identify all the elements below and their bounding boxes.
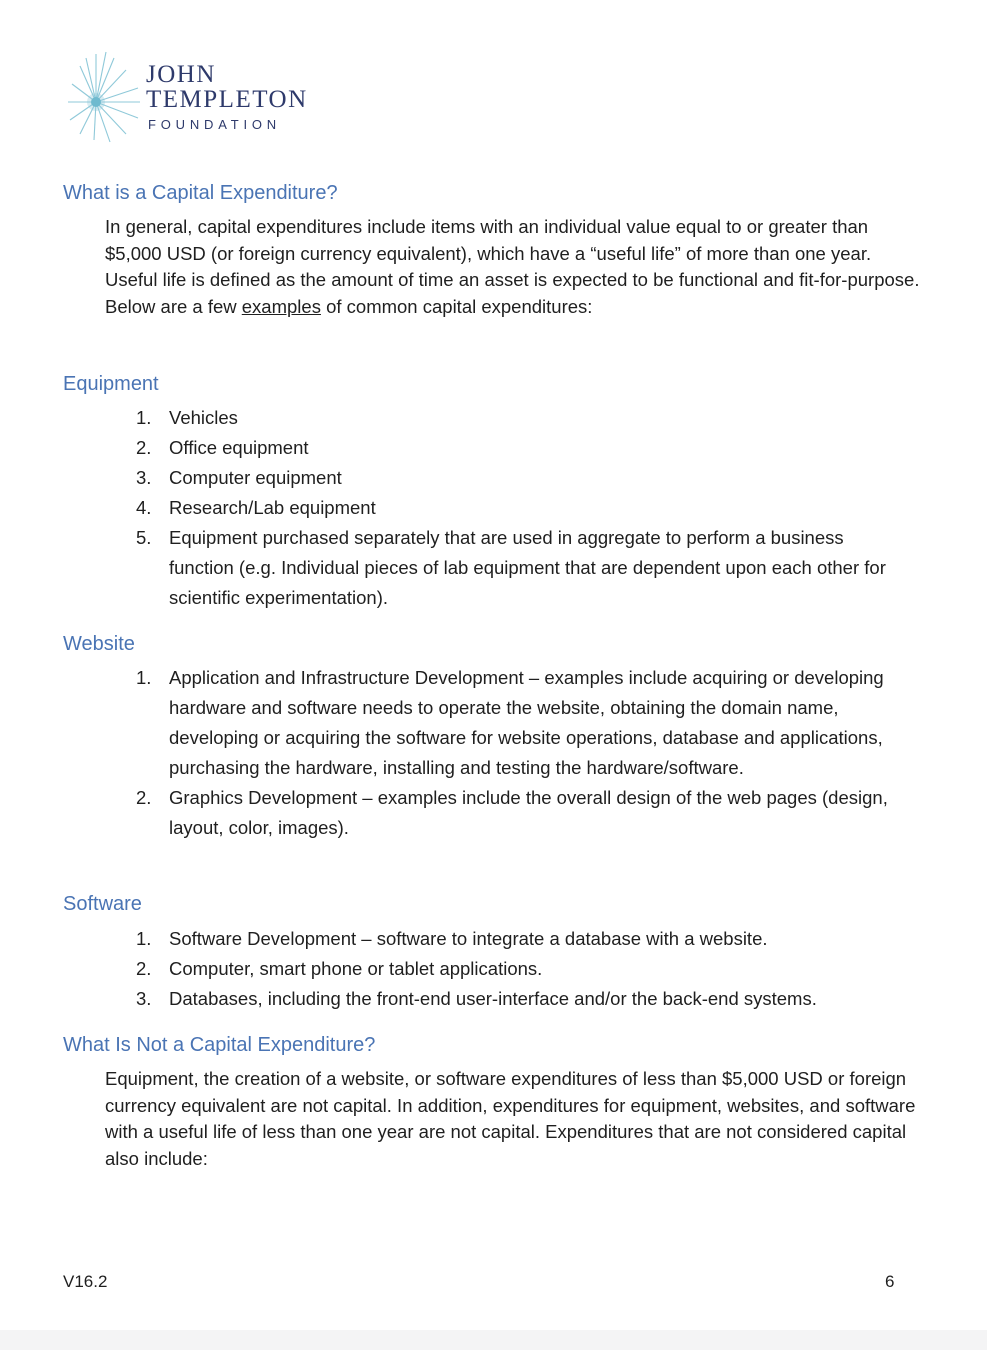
- list-number: 5.: [136, 527, 152, 548]
- logo-line-john: JOHN: [146, 61, 216, 88]
- list-text: Databases, including the front-end user-interface and/or the back-end systems.: [169, 988, 817, 1009]
- heading-equipment: Equipment: [63, 373, 159, 395]
- examples-link[interactable]: examples: [241, 295, 321, 317]
- list-text: Graphics Development – examples include the overall design of the web pages (design, layout, color, images).: [169, 787, 888, 838]
- equipment-list: [0, 403, 909, 613]
- list-item: [0, 783, 909, 843]
- viewer-bottom-band: [0, 1330, 987, 1350]
- footer-page-number: 6: [885, 1272, 895, 1291]
- foundation-logo: [66, 50, 366, 145]
- list-number: 2.: [136, 437, 152, 458]
- list-text: Research/Lab equipment: [169, 497, 376, 518]
- list-item: [0, 924, 909, 954]
- list-item: [0, 663, 909, 783]
- starburst-icon: [66, 50, 146, 145]
- software-list: [0, 924, 909, 1014]
- heading-website: Website: [63, 633, 135, 655]
- list-text: Vehicles: [169, 407, 238, 428]
- list-number: 3.: [136, 467, 152, 488]
- list-text: Application and Infrastructure Development – examples include acquiring or developing hardware and software needs to operate the website, obtaining the domain name, developing or acquiring the software for website operations, database and applications, purchasing the hardware, installing and testing the hardware/software.: [169, 667, 884, 778]
- list-item: [0, 493, 909, 523]
- capital-expenditure-paragraph: [105, 214, 925, 320]
- website-list: [0, 663, 909, 843]
- list-number: 1.: [136, 667, 152, 688]
- list-number: 2.: [136, 787, 152, 808]
- heading-software: Software: [63, 893, 142, 915]
- logo-line-templeton: TEMPLETON: [146, 86, 308, 113]
- list-item: [0, 954, 909, 984]
- list-text: Software Development – software to integrate a database with a website.: [169, 928, 768, 949]
- capital-para-text-1: In general, capital expenditures include items with an individual value equal to or greater than $5,000 USD (or foreign currency equivalent), which have a “useful life” of more than one year. Useful life is defined as the amount of time an asset is expected to be functional and fit-for-purpose. Below are a few: [105, 216, 920, 317]
- list-item: [0, 523, 909, 613]
- not-capital-paragraph: Equipment, the creation of a website, or software expenditures of less than $5,000 USD or foreign currency equivalent are not capital. In addition, expenditures for equipment, websites, and software with a useful life of less than one year are not capital. Expenditures that are not considered capital also include:: [105, 1068, 916, 1169]
- list-number: 1.: [136, 407, 152, 428]
- list-item: [0, 433, 909, 463]
- heading-capital-expenditure: What is a Capital Expenditure?: [63, 182, 338, 204]
- heading-not-capital-expenditure: What Is Not a Capital Expenditure?: [63, 1034, 376, 1056]
- list-number: 4.: [136, 497, 152, 518]
- list-number: 1.: [136, 928, 152, 949]
- list-item: [0, 984, 909, 1014]
- list-text: Office equipment: [169, 437, 309, 458]
- logo-line-foundation: FOUNDATION: [148, 117, 281, 132]
- list-text: Equipment purchased separately that are used in aggregate to perform a business function (e.g. Individual pieces of lab equipment that are dependent upon each other for scientific experimentation).: [169, 527, 886, 608]
- footer-version: V16.2: [63, 1272, 108, 1291]
- list-item: [0, 403, 909, 433]
- list-number: 2.: [136, 958, 152, 979]
- list-item: [0, 463, 909, 493]
- capital-para-text-2: of common capital expenditures:: [320, 295, 593, 317]
- list-text: Computer equipment: [169, 467, 342, 488]
- list-text: Computer, smart phone or tablet applications.: [169, 958, 543, 979]
- list-number: 3.: [136, 988, 152, 1009]
